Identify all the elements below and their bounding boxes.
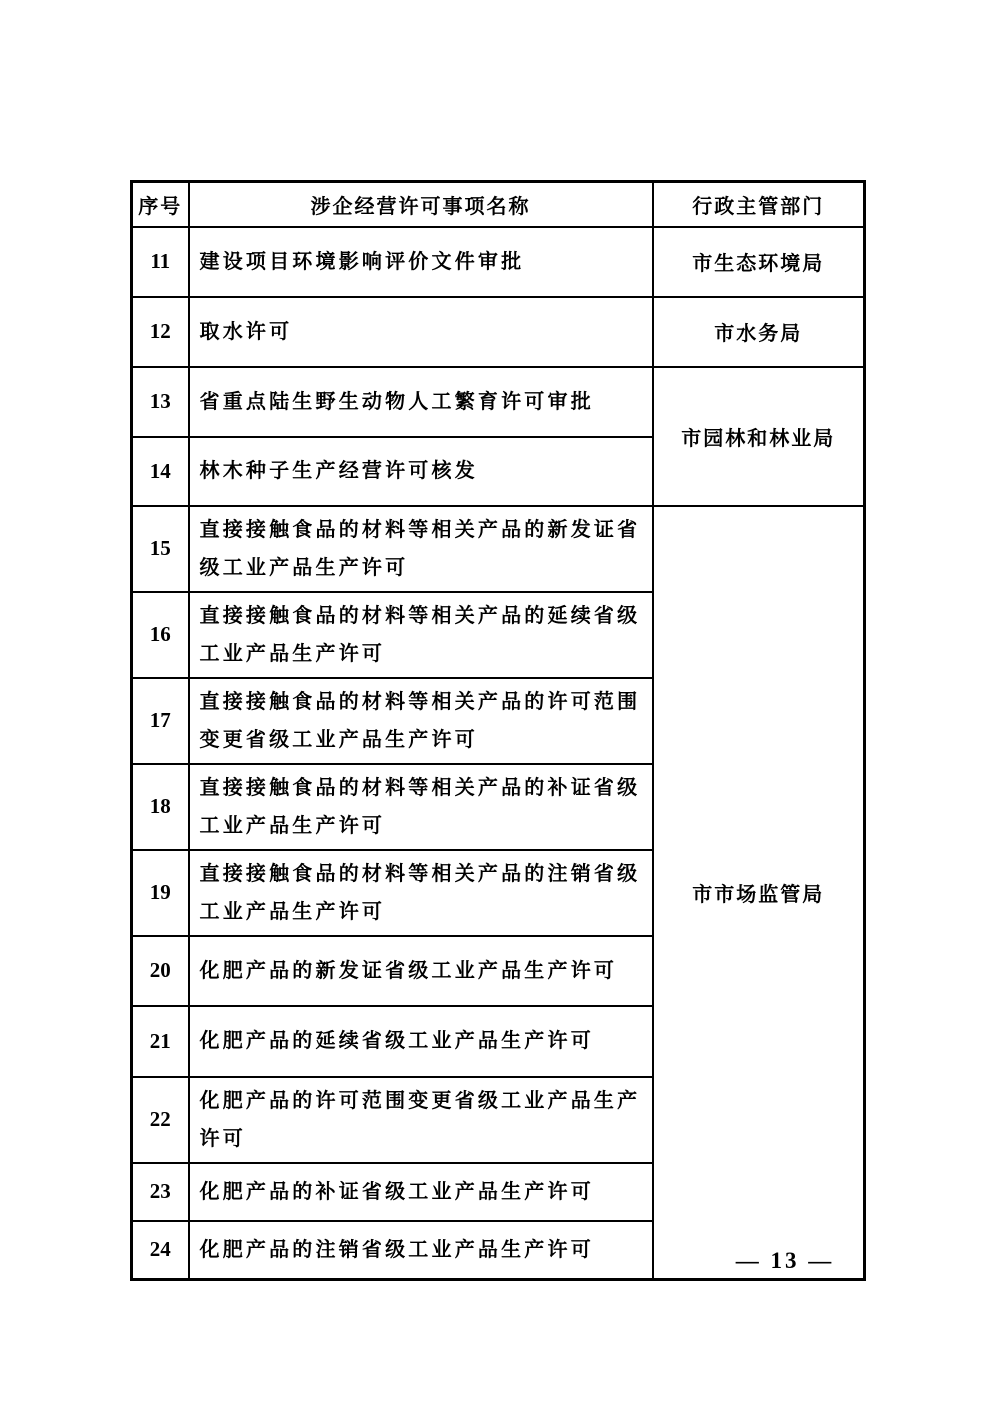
table-row	[132, 297, 865, 367]
row-serial-number: 18	[132, 764, 189, 850]
row-item-name: 化肥产品的补证省级工业产品生产许可	[189, 1163, 653, 1221]
table-row	[132, 227, 865, 297]
row-serial-number: 16	[132, 592, 189, 678]
row-item-name: 化肥产品的注销省级工业产品生产许可	[189, 1221, 653, 1280]
row-serial-number: 13	[132, 367, 189, 437]
header-item-name: 涉企经营许可事项名称	[189, 182, 653, 227]
row-department: 市市场监管局	[653, 506, 865, 1280]
row-serial-number: 11	[132, 227, 189, 297]
table-header	[132, 182, 865, 227]
row-serial-number: 21	[132, 1006, 189, 1077]
row-serial-number: 15	[132, 506, 189, 592]
row-serial-number: 17	[132, 678, 189, 764]
header-row	[132, 182, 865, 227]
row-item-name: 直接接触食品的材料等相关产品的注销省级工业产品生产许可	[189, 850, 653, 936]
row-item-name: 化肥产品的延续省级工业产品生产许可	[189, 1006, 653, 1077]
row-item-name: 直接接触食品的材料等相关产品的延续省级工业产品生产许可	[189, 592, 653, 678]
row-serial-number: 14	[132, 437, 189, 506]
row-item-name: 直接接触食品的材料等相关产品的许可范围变更省级工业产品生产许可	[189, 678, 653, 764]
table-body	[132, 227, 865, 1280]
row-serial-number: 24	[132, 1221, 189, 1280]
row-item-name: 化肥产品的许可范围变更省级工业产品生产许可	[189, 1077, 653, 1163]
row-serial-number: 22	[132, 1077, 189, 1163]
license-items-table	[130, 180, 866, 1281]
header-department: 行政主管部门	[653, 182, 865, 227]
row-item-name: 化肥产品的新发证省级工业产品生产许可	[189, 936, 653, 1006]
row-item-name: 直接接触食品的材料等相关产品的补证省级工业产品生产许可	[189, 764, 653, 850]
row-serial-number: 12	[132, 297, 189, 367]
row-item-name: 省重点陆生野生动物人工繁育许可审批	[189, 367, 653, 437]
page-number: — 13 —	[735, 1248, 835, 1273]
row-serial-number: 19	[132, 850, 189, 936]
row-serial-number: 20	[132, 936, 189, 1006]
row-department: 市水务局	[653, 297, 865, 367]
row-department: 市园林和林业局	[653, 367, 865, 506]
table-row	[132, 506, 865, 592]
row-item-name: 林木种子生产经营许可核发	[189, 437, 653, 506]
row-item-name: 建设项目环境影响评价文件审批	[189, 227, 653, 297]
row-item-name: 直接接触食品的材料等相关产品的新发证省级工业产品生产许可	[189, 506, 653, 592]
row-department: 市生态环境局	[653, 227, 865, 297]
header-serial-number: 序号	[132, 182, 189, 227]
table-row	[132, 367, 865, 437]
row-item-name: 取水许可	[189, 297, 653, 367]
row-serial-number: 23	[132, 1163, 189, 1221]
